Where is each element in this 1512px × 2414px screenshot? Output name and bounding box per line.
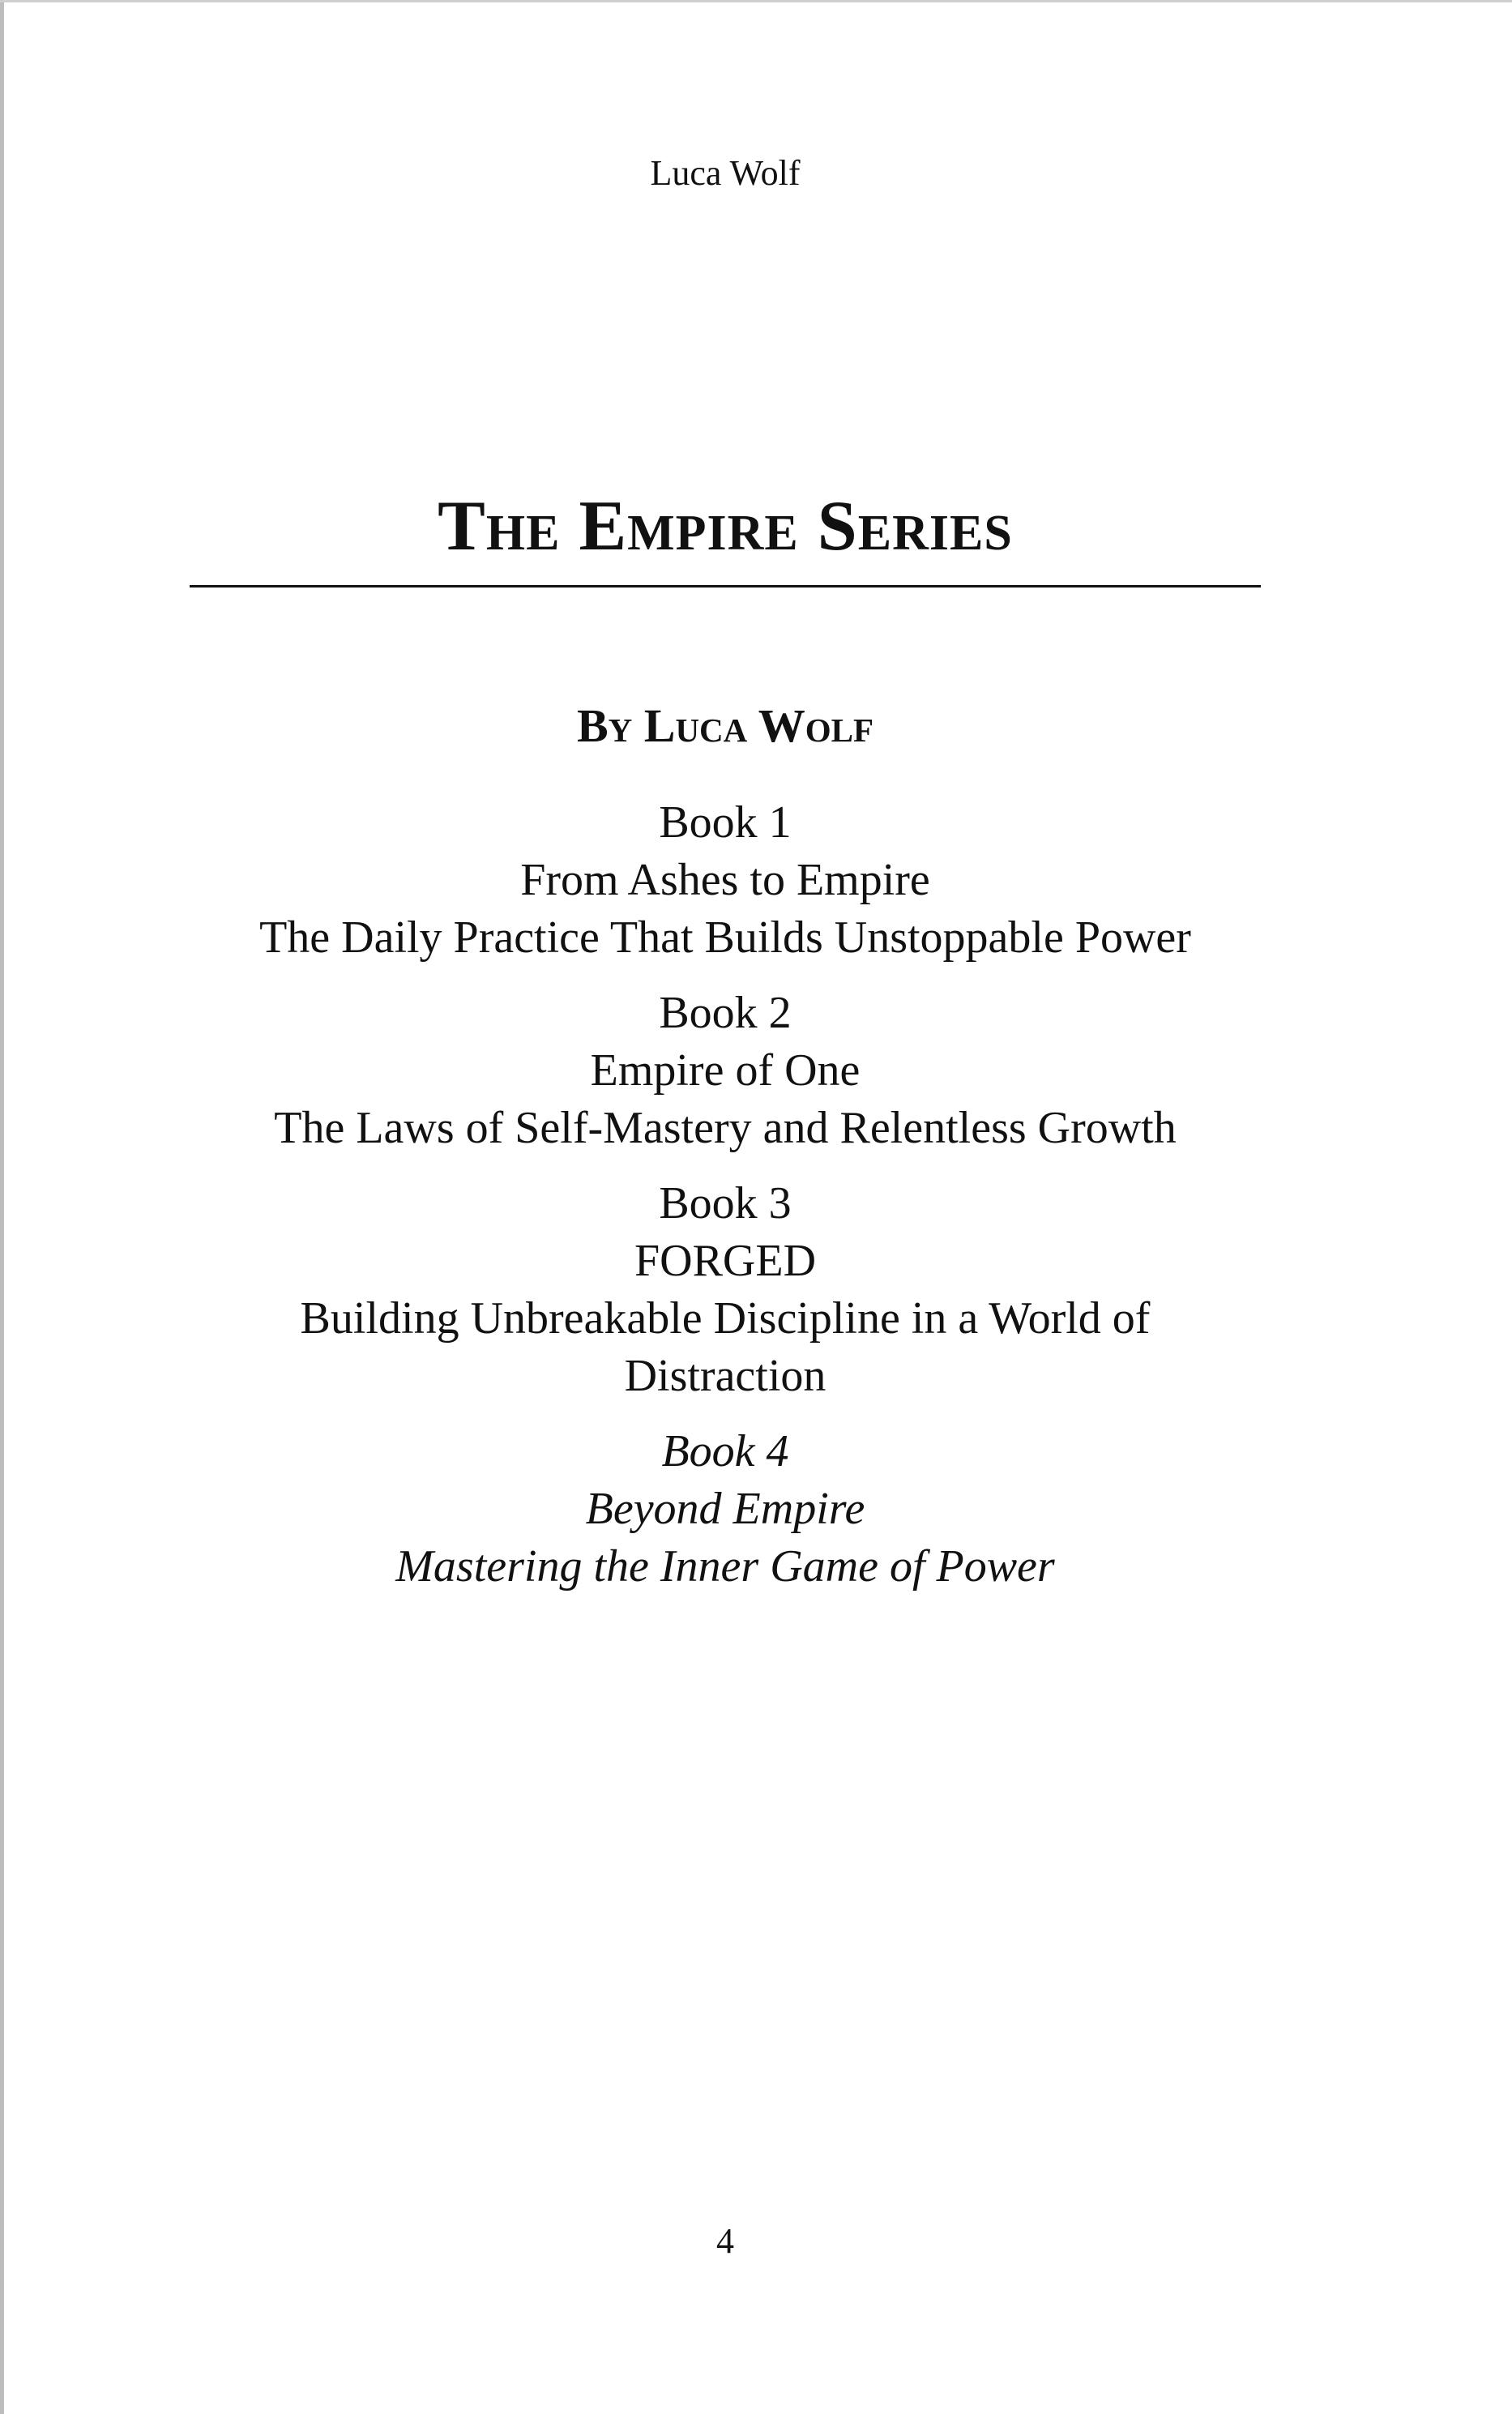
page-number: 4 [716, 2221, 734, 2261]
book-subtitle-continued: Distraction [624, 1351, 826, 1401]
book-subtitle: The Daily Practice That Builds Unstoppable Power [259, 912, 1191, 963]
book-subtitle: Mastering the Inner Game of Power [395, 1541, 1055, 1592]
book-number: Book 1 [659, 797, 792, 848]
title-underline [190, 585, 1261, 587]
series-title: The Empire Series [438, 487, 1013, 566]
book-list [0, 794, 1450, 1613]
book-entry-3 [0, 1175, 1450, 1405]
book-number: Book 2 [659, 988, 792, 1038]
book-entry-1 [0, 794, 1450, 967]
book-number: Book 4 [661, 1426, 789, 1476]
book-entry-2 [0, 985, 1450, 1157]
book-title: FORGED [634, 1236, 817, 1286]
book-title: From Ashes to Empire [520, 855, 930, 905]
byline: By Luca Wolf [576, 699, 874, 752]
book-title: Beyond Empire [585, 1484, 865, 1534]
running-head: Luca Wolf [650, 153, 801, 193]
book-subtitle: Building Unbreakable Discipline in a World of [300, 1293, 1151, 1344]
book-entry-4 [0, 1423, 1450, 1596]
book-title: Empire of One [590, 1045, 861, 1096]
book-subtitle: The Laws of Self-Mastery and Relentless Growth [274, 1103, 1177, 1153]
book-number: Book 3 [659, 1178, 792, 1228]
page-top-edge [0, 0, 1512, 2]
